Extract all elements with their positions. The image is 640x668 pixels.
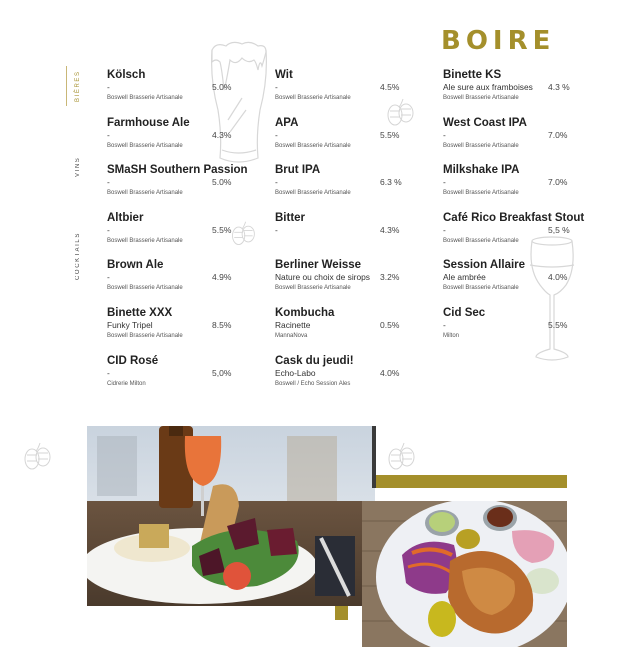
item-description: Funky Tripel bbox=[107, 319, 153, 330]
item-brewery: Boswell Brasserie Artisanale bbox=[107, 190, 183, 197]
menu-column-1 bbox=[107, 68, 267, 401]
item-brewery: Boswell Brasserie Artisanale bbox=[443, 142, 519, 149]
item-brewery: Boswell Brasserie Artisanale bbox=[275, 190, 351, 197]
item-description: - bbox=[275, 177, 278, 188]
menu-item bbox=[107, 163, 267, 211]
menu-item bbox=[107, 354, 267, 402]
item-abv: 3.2% bbox=[380, 272, 400, 283]
hop-icon bbox=[22, 440, 52, 474]
nav-item-bieres[interactable]: BIÈRES bbox=[70, 66, 86, 106]
item-name: Cid Sec bbox=[443, 306, 486, 319]
item-description: - bbox=[443, 177, 446, 188]
item-name: Milkshake IPA bbox=[443, 164, 520, 177]
item-name: Farmhouse Ale bbox=[107, 116, 190, 129]
menu-item bbox=[275, 116, 435, 164]
item-name: Binette KS bbox=[443, 69, 502, 81]
item-brewery: Boswell Brasserie Artisanale bbox=[107, 237, 183, 244]
item-abv: 5.0% bbox=[212, 82, 232, 92]
item-name: APA bbox=[275, 116, 299, 129]
item-abv: 4.3% bbox=[380, 224, 400, 235]
item-abv: 7.0% bbox=[548, 129, 568, 140]
item-name: CID Rosé bbox=[107, 354, 159, 367]
item-name: Altbier bbox=[107, 211, 144, 224]
item-name: Bitter bbox=[275, 211, 306, 224]
item-description: Ale sure aux framboises bbox=[443, 82, 533, 92]
menu-item bbox=[107, 211, 267, 259]
item-description: - bbox=[275, 82, 278, 92]
item-abv: 7.0% bbox=[548, 177, 568, 188]
menu-item bbox=[275, 354, 435, 402]
item-description: - bbox=[275, 129, 278, 140]
item-name: Wit bbox=[275, 69, 293, 81]
item-abv: 5,5 % bbox=[548, 224, 570, 235]
item-name: West Coast IPA bbox=[443, 116, 527, 129]
menu-item bbox=[275, 163, 435, 211]
item-brewery: Cidrerie Milton bbox=[107, 380, 146, 387]
item-name: Kölsch bbox=[107, 69, 146, 81]
item-abv: 5.5% bbox=[212, 224, 232, 235]
item-description: - bbox=[107, 367, 110, 378]
item-name: Café Rico Breakfast Stout bbox=[443, 211, 585, 224]
item-description: - bbox=[443, 224, 446, 235]
item-abv: 4.0% bbox=[380, 367, 400, 378]
item-description: - bbox=[107, 177, 110, 188]
item-name: Binette XXX bbox=[107, 306, 173, 319]
menu-item bbox=[443, 258, 603, 306]
item-description: - bbox=[275, 224, 278, 235]
item-abv: 6.3 % bbox=[380, 177, 402, 188]
item-description: - bbox=[107, 129, 110, 140]
menu-item bbox=[275, 211, 435, 259]
item-description: - bbox=[107, 272, 110, 283]
item-brewery: Milton bbox=[443, 332, 460, 339]
menu-item bbox=[443, 68, 603, 116]
item-abv: 0.5% bbox=[380, 319, 400, 330]
item-brewery: Boswell Brasserie Artisanale bbox=[107, 332, 183, 339]
item-name: Brut IPA bbox=[275, 164, 321, 177]
menu-item bbox=[443, 211, 603, 259]
item-description: - bbox=[107, 82, 110, 92]
item-abv: 8.5% bbox=[212, 319, 232, 330]
item-brewery: Boswell Brasserie Artisanale bbox=[275, 95, 351, 101]
item-name: SMaSH Southern Passion bbox=[107, 164, 248, 177]
menu-column-2 bbox=[275, 68, 435, 401]
item-name: Brown Ale bbox=[107, 259, 164, 272]
item-brewery: Boswell Brasserie Artisanale bbox=[275, 142, 351, 149]
item-brewery: Boswell Brasserie Artisanale bbox=[443, 285, 519, 292]
item-abv: 4.3% bbox=[212, 129, 232, 140]
item-brewery: Boswell Brasserie Artisanale bbox=[443, 95, 519, 101]
menu-item bbox=[107, 306, 267, 354]
item-description: Nature ou choix de sirops bbox=[275, 272, 370, 283]
item-abv: 4.5% bbox=[380, 82, 400, 92]
menu-item bbox=[107, 68, 267, 116]
item-brewery: Boswell / Echo Session Ales bbox=[275, 380, 351, 387]
item-description: - bbox=[107, 224, 110, 235]
item-brewery: Boswell Brasserie Artisanale bbox=[443, 237, 519, 244]
item-abv: 5.5% bbox=[548, 319, 568, 330]
menu-item bbox=[443, 116, 603, 164]
nav-item-vins[interactable]: VINS bbox=[75, 156, 81, 178]
item-name: Kombucha bbox=[275, 306, 335, 319]
item-description: - bbox=[443, 129, 446, 140]
item-abv: 4.9% bbox=[212, 272, 232, 283]
menu-item bbox=[275, 306, 435, 354]
item-description: Ale ambrée bbox=[443, 272, 486, 283]
window-frame bbox=[372, 426, 376, 488]
accent-square bbox=[335, 606, 348, 620]
item-abv: 4.0% bbox=[548, 272, 568, 283]
hop-icon bbox=[386, 440, 416, 474]
menu-item bbox=[275, 258, 435, 306]
item-name: Berliner Weisse bbox=[275, 259, 362, 272]
item-brewery: MannaNova bbox=[275, 332, 308, 339]
category-nav bbox=[70, 60, 86, 290]
fried-chicken-photo bbox=[362, 501, 567, 647]
page-title: BOIRE bbox=[441, 26, 556, 56]
menu-item bbox=[275, 68, 435, 116]
item-abv: 5.5% bbox=[380, 129, 400, 140]
item-name: Session Allaire bbox=[443, 259, 526, 272]
item-brewery: Boswell Brasserie Artisanale bbox=[107, 95, 183, 101]
accent-bar bbox=[375, 475, 567, 488]
item-abv: 5.0% bbox=[212, 177, 232, 188]
item-brewery: Boswell Brasserie Artisanale bbox=[275, 285, 351, 292]
nav-item-cocktails[interactable]: COCKTAILS bbox=[75, 232, 81, 280]
item-description: Racinette bbox=[275, 319, 311, 330]
menu-item bbox=[443, 306, 603, 354]
menu-item bbox=[107, 116, 267, 164]
item-description: - bbox=[443, 319, 446, 330]
item-description: Echo-Labo bbox=[275, 367, 316, 378]
item-brewery: Boswell Brasserie Artisanale bbox=[107, 142, 183, 149]
salad-plate-photo bbox=[87, 426, 375, 606]
item-abv: 4.3 % bbox=[548, 82, 570, 92]
item-name: Cask du jeudi! bbox=[275, 354, 354, 367]
item-brewery: Boswell Brasserie Artisanale bbox=[107, 285, 183, 292]
menu-item bbox=[107, 258, 267, 306]
menu-column-3 bbox=[443, 68, 603, 354]
menu-item bbox=[443, 163, 603, 211]
item-brewery: Boswell Brasserie Artisanale bbox=[443, 190, 519, 197]
item-abv: 5,0% bbox=[212, 367, 232, 378]
